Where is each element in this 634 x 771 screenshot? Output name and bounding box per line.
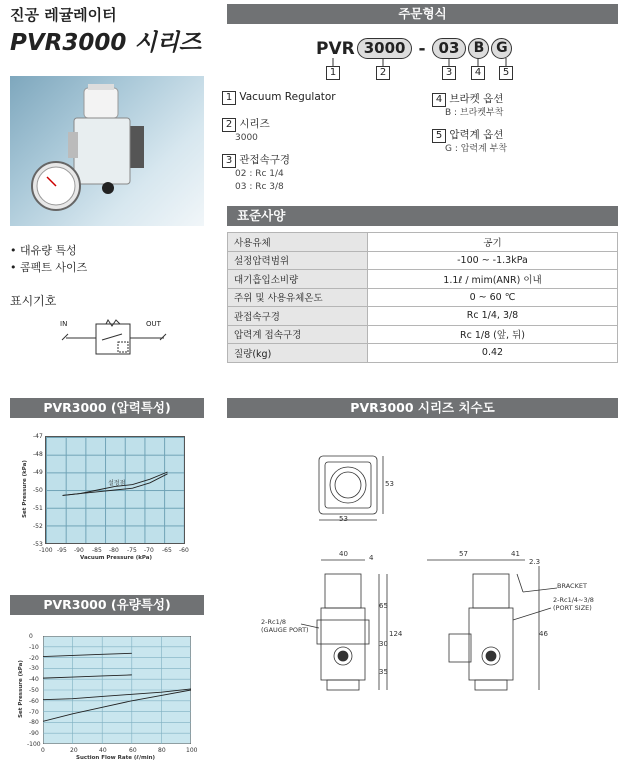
c2-xtick: 60 — [129, 747, 137, 754]
dim-port-size: 2-Rc1/4~3/8 — [553, 596, 594, 604]
c2-xlabel: Suction Flow Rate (ℓ/min) — [76, 755, 156, 761]
feature-1: • 대유량 특성 — [10, 244, 77, 257]
feature-2: • 콤펙트 사이즈 — [10, 261, 88, 274]
dim-header: PVR3000 시리즈 치수도 — [227, 398, 618, 418]
c1-xlabel: Vacuum Pressure (kPa) — [80, 555, 152, 561]
chart1-lines — [45, 436, 185, 544]
c2-ytick: -80 — [29, 719, 39, 726]
c2-ytick: -90 — [29, 730, 39, 737]
order-num-4: 4 — [471, 66, 485, 80]
chart2 — [10, 630, 210, 768]
table-row: 주위 및 사용유체온도 0 ~ 60 ℃ — [228, 288, 618, 307]
order-num-5: 5 — [499, 66, 513, 80]
c1-xtick: -60 — [179, 547, 189, 554]
code-port: 03 — [432, 38, 467, 59]
order-item-1: 1 Vacuum Regulator — [222, 91, 336, 105]
c2-ytick: -40 — [29, 676, 39, 683]
table-row: 설정압력범위 -100 ~ -1.3kPa — [228, 251, 618, 270]
c2-ytick: -30 — [29, 665, 39, 672]
order-item-2: 2 시리즈 3000 — [222, 116, 270, 145]
dim-d3: 30 — [379, 640, 388, 648]
dim-side-d: 46 — [539, 630, 548, 638]
c2-xtick: 0 — [41, 747, 45, 754]
order-item-4: 4 브라켓 옵션 B : 브라켓부착 — [432, 91, 503, 120]
c2-ylabel: Set Pressure (kPa) — [17, 660, 24, 718]
dim-side-a: 57 — [459, 550, 468, 558]
c1-ytick: -48 — [33, 451, 43, 458]
c1-xtick: -85 — [92, 547, 102, 554]
symbol-out: OUT — [146, 320, 161, 328]
c2-xtick: 20 — [70, 747, 78, 754]
table-row: 대기흡입소비량 1.1ℓ / mim(ANR) 이내 — [228, 270, 618, 289]
code-dash: - — [418, 38, 426, 59]
spec-header: 표준사양 — [227, 206, 618, 226]
code-prefix: PVR — [316, 38, 355, 59]
c2-xtick: 40 — [99, 747, 107, 754]
dim-port-size2: (PORT SIZE) — [553, 604, 592, 612]
c1-xtick: -65 — [162, 547, 172, 554]
symbol-label: 표시기호 — [10, 294, 57, 308]
title-series: PVR3000 시리즈 — [10, 30, 202, 56]
dim-d4: 35 — [379, 668, 388, 676]
c1-ytick: -49 — [33, 469, 43, 476]
product-photo — [10, 76, 204, 226]
chart1-header: PVR3000 (압력특성) — [10, 398, 204, 418]
table-row: 질량(kg) 0.42 — [228, 344, 618, 363]
c2-ytick: 0 — [29, 633, 33, 640]
table-row: 관접속구경 Rc 1/4, 3/8 — [228, 307, 618, 326]
symbol-in: IN — [60, 320, 68, 328]
order-header: 주문형식 — [227, 4, 618, 24]
c1-ytick: -53 — [33, 541, 43, 548]
order-leaders-icon — [316, 58, 516, 70]
c2-ytick: -50 — [29, 687, 39, 694]
order-num-1: 1 — [326, 66, 340, 80]
c2-xtick: 100 — [186, 747, 198, 754]
order-num-2: 2 — [376, 66, 390, 80]
chart2-header: PVR3000 (유량특성) — [10, 595, 204, 615]
dim-d2: 124 — [389, 630, 403, 638]
table-row: 압력계 접속구경 Rc 1/8 (앞, 뒤) — [228, 325, 618, 344]
c1-annotation: 설정점 — [108, 480, 126, 487]
c1-xtick: -75 — [127, 547, 137, 554]
title-kr: 진공 레귤레이터 — [10, 6, 117, 24]
c1-xtick: -100 — [39, 547, 53, 554]
c1-ytick: -47 — [33, 433, 43, 440]
c2-ytick: -70 — [29, 709, 39, 716]
dim-gauge-port: 2-Rc1/8 — [261, 618, 287, 626]
dim-top-w: 53 — [339, 515, 348, 523]
c2-ytick: -100 — [27, 741, 41, 748]
dimension-drawing — [227, 424, 618, 768]
order-item-3: 3 관접속구경 02 : Rc 1/4 03 : Rc 3/8 — [222, 152, 290, 194]
regulator-photo-icon — [10, 76, 204, 226]
code-gauge: G — [491, 38, 512, 59]
dim-front-t: 4 — [369, 554, 374, 562]
dim-side-b: 41 — [511, 550, 520, 558]
c1-xtick: -70 — [144, 547, 154, 554]
regulator-symbol-icon — [60, 316, 170, 366]
order-item-5: 5 압력계 옵션 G : 압력계 부착 — [432, 127, 507, 156]
c1-ytick: -51 — [33, 505, 43, 512]
dim-front-w: 40 — [339, 550, 348, 558]
c2-ytick: -10 — [29, 644, 39, 651]
spec-table — [227, 232, 618, 363]
c1-xtick: -80 — [109, 547, 119, 554]
c2-ytick: -20 — [29, 655, 39, 662]
symbol-diagram — [60, 316, 170, 366]
c1-xtick: -90 — [74, 547, 84, 554]
chart1 — [10, 428, 210, 568]
order-code — [316, 38, 512, 59]
chart2-lines — [43, 636, 191, 744]
dim-bracket: BRACKET — [557, 582, 587, 590]
c2-xtick: 80 — [158, 747, 166, 754]
dim-side-c: 2.3 — [529, 558, 541, 566]
code-bracket: B — [468, 38, 489, 59]
code-series: 3000 — [357, 38, 413, 59]
order-num-3: 3 — [442, 66, 456, 80]
c1-ytick: -50 — [33, 487, 43, 494]
dim-gauge-port2: (GAUGE PORT) — [261, 626, 309, 634]
dim-d1: 65 — [379, 602, 388, 610]
c2-ytick: -60 — [29, 698, 39, 705]
c1-xtick: -95 — [57, 547, 67, 554]
table-row: 사용유체 공기 — [228, 233, 618, 252]
dim-top-h: 53 — [385, 480, 394, 488]
c1-ylabel: Set Pressure (kPa) — [21, 460, 28, 518]
c1-ytick: -52 — [33, 523, 43, 530]
